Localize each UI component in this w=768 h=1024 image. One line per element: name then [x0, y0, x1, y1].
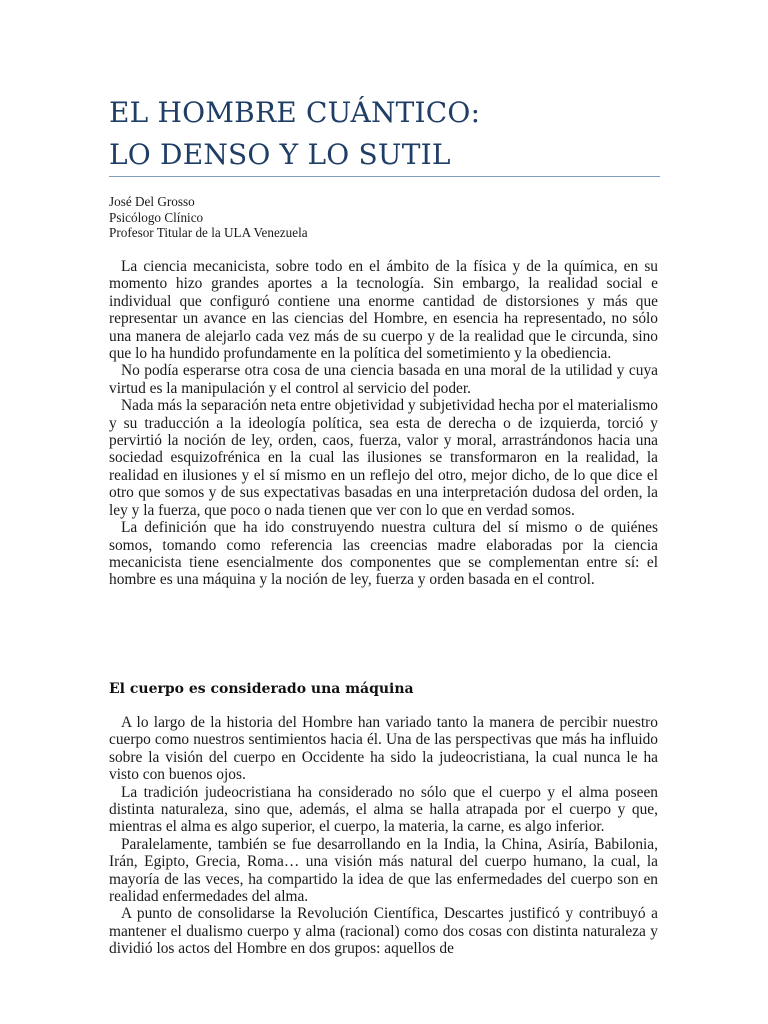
document-title	[109, 92, 669, 176]
author-block	[109, 194, 609, 241]
author-affiliation: Profesor Titular de la ULA Venezuela	[109, 225, 308, 240]
paragraph: A lo largo de la historia del Hombre han variado tanto la manera de percibir nuestro cuerpo como nuestros sentimientos hacia él. Una de las perspectivas que más ha influido sobre la visión del cuerpo en Occidente ha sido la judeocristiana, la cual nunca le ha visto con buenos ojos.	[109, 714, 658, 784]
author-name: José Del Grosso	[109, 194, 195, 209]
paragraph: No podía esperarse otra cosa de una ciencia basada en una moral de la utilidad y cuya virtud es la manipulación y el control al servicio del poder.	[109, 362, 658, 397]
paragraph: A punto de consolidarse la Revolución Científica, Descartes justificó y contribuyó a mantener el dualismo cuerpo y alma (racional) como dos cosas con distinta naturaleza y dividió los actos del Hombre en dos grupos: aquellos de	[109, 905, 658, 958]
title-line-1: EL HOMBRE CUÁNTICO:	[109, 96, 481, 129]
paragraph: Paralelamente, también se fue desarrollando en la India, la China, Asiría, Babilonia, Irán, Egipto, Grecia, Roma… una visión más natural del cuerpo humano, la cual, la mayoría de las veces, ha compartido la idea de que las enfermedades del cuerpo son en realidad enfermedades del alma.	[109, 835, 658, 906]
title-divider	[109, 176, 660, 177]
paragraph: La ciencia mecanicista, sobre todo en el ámbito de la física y de la química, en su momento hizo grandes aportes a la tecnología. Sin embargo, la realidad social e individual que configuró contiene una enorme cantidad de distorsiones y más que representar un avance en las ciencias del Hombre, en esencia ha representado, no sólo una manera de alejarlo cada vez más de su cuerpo y de la realidad que le circunda, sino que lo ha hundido profundamente en la política del sometimiento y la obediencia.	[109, 258, 658, 363]
paragraph: La definición que ha ido construyendo nuestra cultura del sí mismo o de quiénes somos, tomando como referencia las creencias madre elaboradas por la ciencia mecanicista tiene esencialmente dos componentes que se complementan entre sí: el hombre es una máquina y la noción de ley, fuerza y orden basada en el control.	[109, 519, 658, 589]
title-line-2: LO DENSO Y LO SUTIL	[109, 138, 451, 171]
section-intro	[109, 258, 658, 589]
paragraph: La tradición judeocristiana ha considerado no sólo que el cuerpo y el alma poseen distinta naturaleza, sino que, además, el alma se halla atrapada por el cuerpo y que, mientras el alma es algo superior, el cuerpo, la materia, la carne, es algo inferior.	[109, 783, 658, 836]
author-role: Psicólogo Clínico	[109, 209, 204, 225]
section-heading: El cuerpo es considerado una máquina	[109, 681, 414, 697]
paragraph: Nada más la separación neta entre objetividad y subjetividad hecha por el materialismo y su traducción a la ideología política, sea esta de derecha o de izquierda, torció y pervirtió la noción de ley, orden, caos, fuerza, valor y moral, arrastrándonos hacia una sociedad esquizofrénica en la cual las ilusiones se transformaron en la realidad, la realidad en ilusiones y el sí mismo en un reflejo del otro, mejor dicho, de lo que dice el otro que somos y de sus expectativas basadas en una interpretación dudosa del orden, la ley y la fuerza, que poco o nada tienen que ver con lo que en verdad somos.	[109, 397, 658, 519]
section-body	[109, 714, 658, 958]
